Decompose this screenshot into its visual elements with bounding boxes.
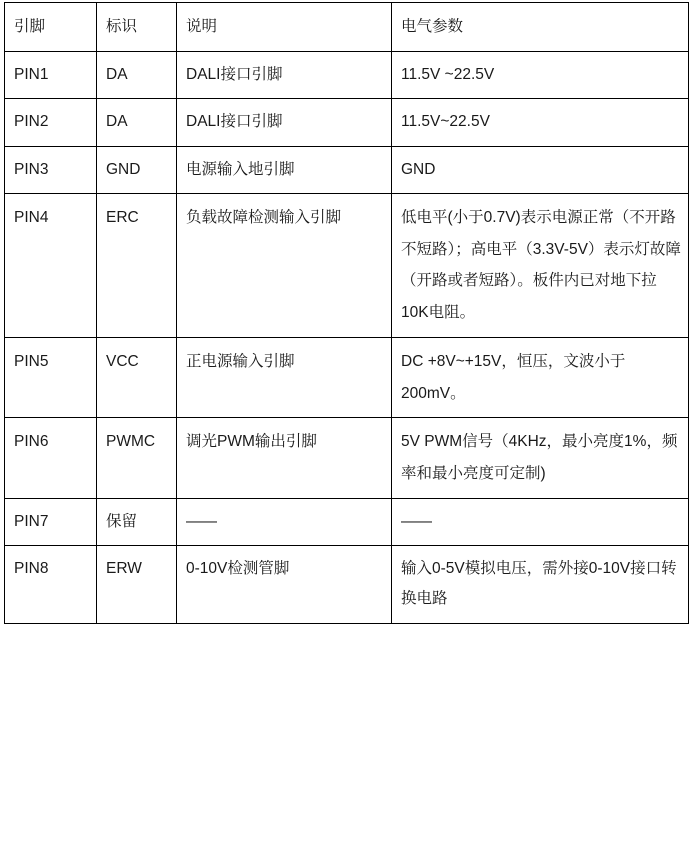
param-value: 5V PWM信号（4KHz，最小亮度1%，频率和最小亮度可定制): [401, 433, 678, 483]
cell-param: [392, 99, 689, 146]
table-row: [5, 193, 689, 337]
cell-param: [392, 499, 689, 546]
cell-pin: [5, 337, 97, 418]
cell-mark: [97, 99, 177, 146]
table-row: [5, 418, 689, 499]
cell-desc: [177, 146, 392, 193]
cell-pin: [5, 546, 97, 623]
pin-definition-table: [4, 2, 689, 624]
desc-value: ——: [186, 513, 217, 530]
pin-value: PIN4: [14, 208, 49, 226]
table-row: [5, 337, 689, 418]
cell-mark: [97, 499, 177, 546]
cell-pin: [5, 499, 97, 546]
pin-value: PIN8: [14, 560, 49, 578]
param-value: 输入0-5V模拟电压，需外接0-10V接口转换电路: [401, 560, 677, 608]
column-header-param-label: 电气参数: [401, 18, 464, 35]
param-value: 低电平(小于0.7V)表示电源正常（不开路不短路）；高电平（3.3V-5V）表示灯故障（开路或者短路）。板件内已对地下拉10K电阻。: [401, 208, 681, 322]
cell-param: [392, 146, 689, 193]
cell-desc: [177, 193, 392, 337]
desc-value: 0-10V检测管脚: [186, 560, 290, 578]
pin-value: PIN5: [14, 352, 49, 370]
desc-value: DALI接口引脚: [186, 66, 283, 84]
desc-value: 电源输入地引脚: [186, 160, 295, 178]
mark-value: 保留: [106, 513, 138, 530]
desc-value: DALI接口引脚: [186, 113, 283, 131]
cell-pin: [5, 99, 97, 146]
cell-mark: [97, 193, 177, 337]
param-value: 11.5V ~22.5V: [401, 66, 495, 84]
table-row: [5, 99, 689, 146]
mark-value: ERC: [106, 208, 139, 226]
table-row: [5, 146, 689, 193]
desc-value: 调光PWM输出引脚: [186, 433, 317, 451]
cell-pin: [5, 193, 97, 337]
column-header-pin: [5, 3, 97, 52]
cell-param: [392, 337, 689, 418]
cell-mark: [97, 52, 177, 99]
mark-value: GND: [106, 160, 141, 178]
cell-desc: [177, 52, 392, 99]
cell-param: [392, 193, 689, 337]
cell-mark: [97, 546, 177, 623]
table-header-row: [5, 3, 689, 52]
table-row: [5, 499, 689, 546]
cell-mark: [97, 418, 177, 499]
cell-mark: [97, 146, 177, 193]
column-header-mark-label: 标识: [106, 18, 138, 35]
column-header-param: [392, 3, 689, 52]
cell-desc: [177, 99, 392, 146]
cell-pin: [5, 146, 97, 193]
pin-value: PIN3: [14, 160, 49, 178]
param-value: ——: [401, 513, 432, 530]
desc-value: 负载故障检测输入引脚: [186, 208, 342, 226]
pin-value: PIN2: [14, 113, 49, 131]
column-header-desc-label: 说明: [186, 18, 218, 35]
mark-value: VCC: [106, 352, 139, 370]
table-row: [5, 546, 689, 623]
pin-value: PIN7: [14, 513, 49, 530]
column-header-pin-label: 引脚: [14, 18, 46, 35]
mark-value: DA: [106, 113, 128, 131]
cell-desc: [177, 499, 392, 546]
cell-mark: [97, 337, 177, 418]
desc-value: 正电源输入引脚: [186, 352, 295, 370]
cell-param: [392, 546, 689, 623]
cell-param: [392, 418, 689, 499]
cell-pin: [5, 418, 97, 499]
cell-pin: [5, 52, 97, 99]
cell-desc: [177, 546, 392, 623]
param-value: DC +8V~+15V，恒压，文波小于200mV。: [401, 352, 626, 402]
cell-desc: [177, 418, 392, 499]
mark-value: DA: [106, 66, 128, 84]
cell-desc: [177, 337, 392, 418]
cell-param: [392, 52, 689, 99]
param-value: 11.5V~22.5V: [401, 113, 490, 131]
param-value: GND: [401, 160, 436, 178]
column-header-desc: [177, 3, 392, 52]
table-row: [5, 52, 689, 99]
mark-value: PWMC: [106, 433, 156, 451]
pin-value: PIN6: [14, 433, 49, 451]
column-header-mark: [97, 3, 177, 52]
mark-value: ERW: [106, 560, 142, 578]
pin-value: PIN1: [14, 66, 49, 84]
